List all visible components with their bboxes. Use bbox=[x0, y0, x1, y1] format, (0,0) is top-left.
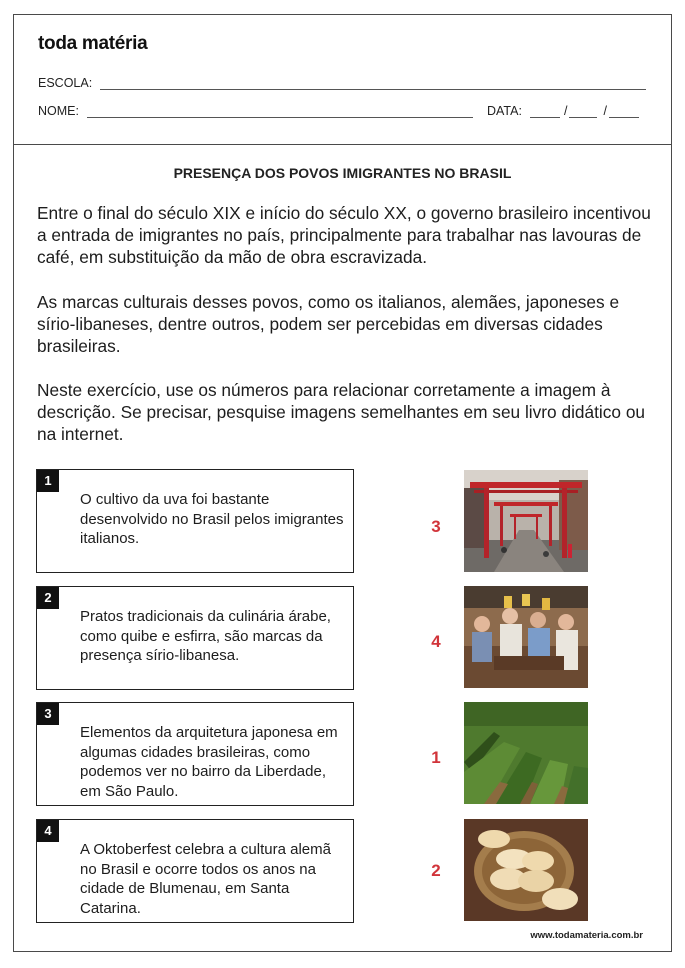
name-date-row bbox=[38, 104, 646, 118]
date-label: DATA: bbox=[486, 104, 522, 118]
intro-paragraph: Entre o final do século XIX e início do século XX, o governo brasileiro incentivou a entrada de imigrantes no país, principalmente para trabalhar nas lavouras de café, em substituição da mão de obra escravizada. bbox=[37, 203, 651, 267]
date-separator: / bbox=[563, 104, 568, 118]
item-description: A Oktoberfest celebra a cultura alemã no Brasil e ocorre todos os anos na cidade de Blumenau, em Santa Catarina. bbox=[80, 841, 331, 917]
vineyard-photo bbox=[464, 702, 588, 804]
school-line[interactable] bbox=[100, 79, 646, 90]
date-day-line[interactable] bbox=[530, 107, 560, 118]
item-description: Elementos da arquitetura japonesa em algumas cidades brasileiras, como podemos ver no bairro da Liberdade, em São Paulo. bbox=[80, 724, 338, 800]
instruction-paragraph: Neste exercício, use os números para relacionar corretamente a imagem à descrição. Se precisar, pesquise imagens semelhantes em seu livro didático ou na internet. bbox=[37, 380, 646, 444]
date-year-line[interactable] bbox=[609, 107, 639, 118]
culture-paragraph: As marcas culturais desses povos, como os italianos, alemães, japoneses e sírio-libaneses, dentre outros, podem ser percebidas em diversas cidades brasileiras. bbox=[37, 292, 620, 356]
answer-3[interactable]: 1 bbox=[431, 748, 441, 767]
school-field bbox=[38, 76, 646, 90]
esfiha-photo bbox=[464, 819, 588, 921]
item-box-4 bbox=[36, 819, 354, 923]
item-description: Pratos tradicionais da culinária árabe, como quibe e esfirra, são marcas da presença sírio-libanesa. bbox=[80, 608, 331, 664]
date-month-line[interactable] bbox=[569, 107, 597, 118]
item-number: 2 bbox=[37, 587, 59, 609]
school-label: ESCOLA: bbox=[38, 76, 93, 90]
brand-logo: toda matéria bbox=[38, 33, 148, 54]
footer-url[interactable]: www.todamateria.com.br bbox=[530, 930, 643, 941]
worksheet bbox=[13, 14, 672, 952]
answer-2[interactable]: 4 bbox=[431, 632, 441, 651]
item-number: 4 bbox=[37, 820, 59, 842]
torii-street-photo bbox=[464, 470, 588, 572]
header bbox=[14, 15, 671, 145]
oktoberfest-photo bbox=[464, 586, 588, 688]
answer-4[interactable]: 2 bbox=[431, 861, 441, 880]
date-separator: / bbox=[603, 104, 607, 118]
item-box-3 bbox=[36, 702, 354, 806]
name-label: NOME: bbox=[38, 104, 79, 118]
name-line[interactable] bbox=[87, 107, 473, 118]
item-description: O cultivo da uva foi bastante desenvolvido no Brasil pelos imigrantes italianos. bbox=[80, 491, 344, 547]
item-number: 3 bbox=[37, 703, 59, 725]
item-number: 1 bbox=[37, 470, 59, 492]
item-box-1 bbox=[36, 469, 354, 573]
page-title: PRESENÇA DOS POVOS IMIGRANTES NO BRASIL bbox=[173, 165, 512, 181]
answer-1[interactable]: 3 bbox=[431, 517, 441, 536]
item-box-2 bbox=[36, 586, 354, 690]
